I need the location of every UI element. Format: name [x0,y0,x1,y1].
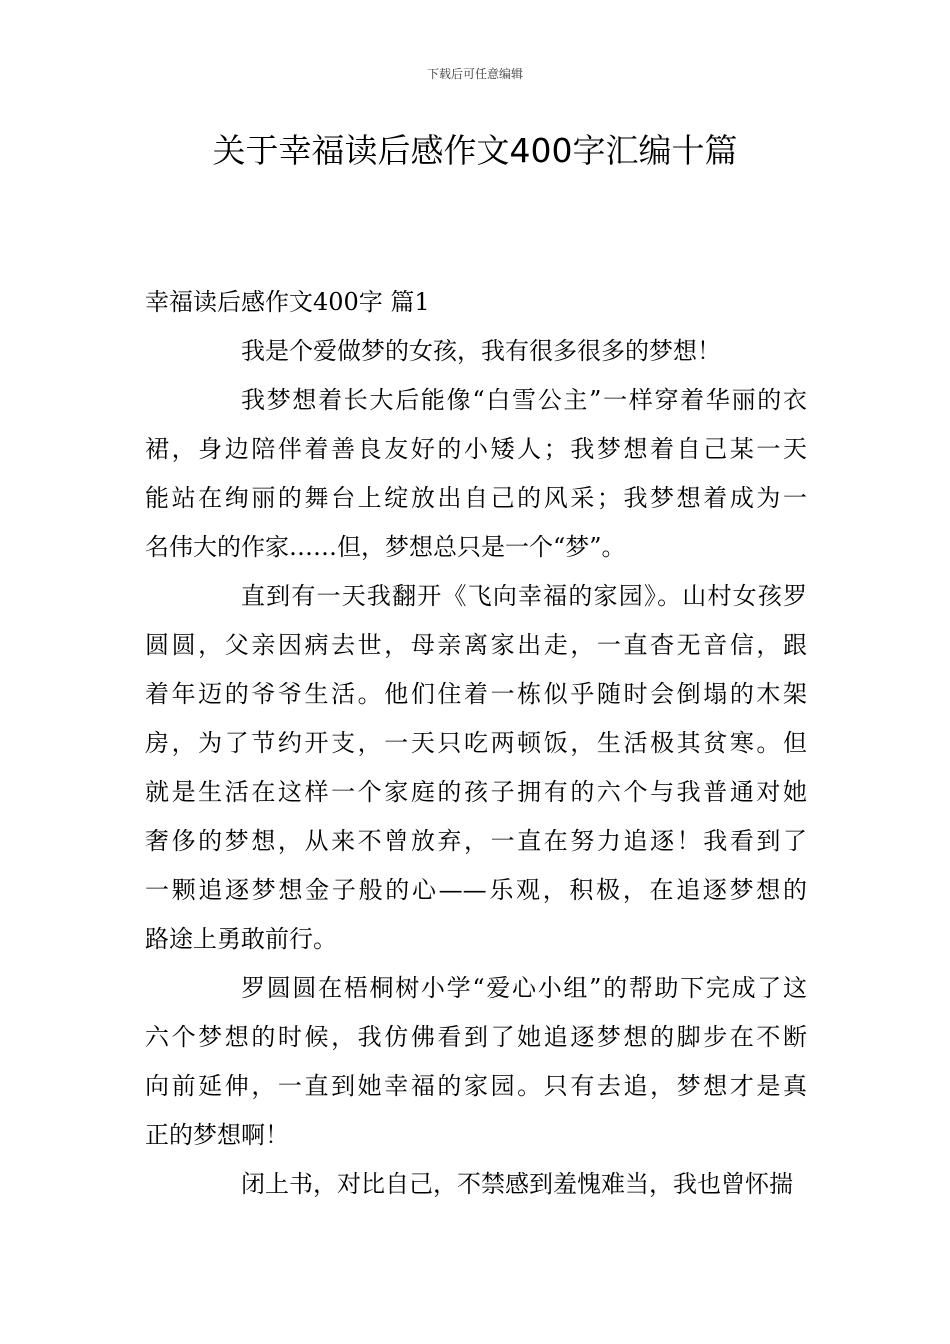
paragraph-line: 奢侈的梦想，从来不曾放弃，一直在努力追逐！我看到了 [145,827,807,855]
section-heading: 幸福读后感作文400字 篇1 [145,288,430,316]
paragraph-line: 裙，身边陪伴着善良友好的小矮人；我梦想着自己某一天 [145,435,807,463]
paragraph-line: 能站在绚丽的舞台上绽放出自己的风采；我梦想着成为一 [145,484,807,512]
paragraph-line: 直到有一天我翻开《飞向幸福的家园》。山村女孩罗 [241,582,807,610]
paragraph-line: 闭上书，对比自己，不禁感到羞愧难当，我也曾怀揣 [241,1170,793,1198]
paragraph-line: 六个梦想的时候，我仿佛看到了她追逐梦想的脚步在不断 [145,1023,807,1051]
paragraph [145,327,807,376]
paragraph-line: 正的梦想啊！ [145,1121,289,1149]
paragraph-line: 房，为了节约开支，一天只吃两顿饭，生活极其贫寒。但 [145,729,807,757]
paragraph-line: 一颗追逐梦想金子般的心——乐观，积极，在追逐梦想的 [145,876,807,904]
paragraph-line: 路途上勇敢前行。 [145,925,337,953]
paragraph-line: 向前延伸，一直到她幸福的家园。只有去追，梦想才是真 [145,1072,807,1100]
paragraph-line: 着年迈的爷爷生活。他们住着一栋似乎随时会倒塌的木架 [145,680,807,708]
paragraph-line: 罗圆圆在梧桐树小学“爱心小组”的帮助下完成了这 [241,974,807,1002]
paragraph [145,964,807,1160]
paragraph-line: 我是个爱做梦的女孩，我有很多很多的梦想！ [241,337,721,365]
header-note: 下载后可任意编辑 [426,67,523,81]
paragraph-line: 名伟大的作家……但，梦想总只是一个“梦”。 [145,533,626,561]
paragraph-line: 就是生活在这样一个家庭的孩子拥有的六个与我普通对她 [145,778,807,806]
paragraph [145,1160,807,1209]
paragraph-line: 圆圆，父亲因病去世，母亲离家出走，一直杳无音信，跟 [145,631,807,659]
paragraph-line: 我梦想着长大后能像“白雪公主”一样穿着华丽的衣 [241,386,807,414]
paragraph-list [145,327,807,1209]
paragraph [145,572,807,964]
paragraph [145,376,807,572]
document-title: 关于幸福读后感作文400字汇编十篇 [212,131,738,170]
document-body [145,278,807,1209]
